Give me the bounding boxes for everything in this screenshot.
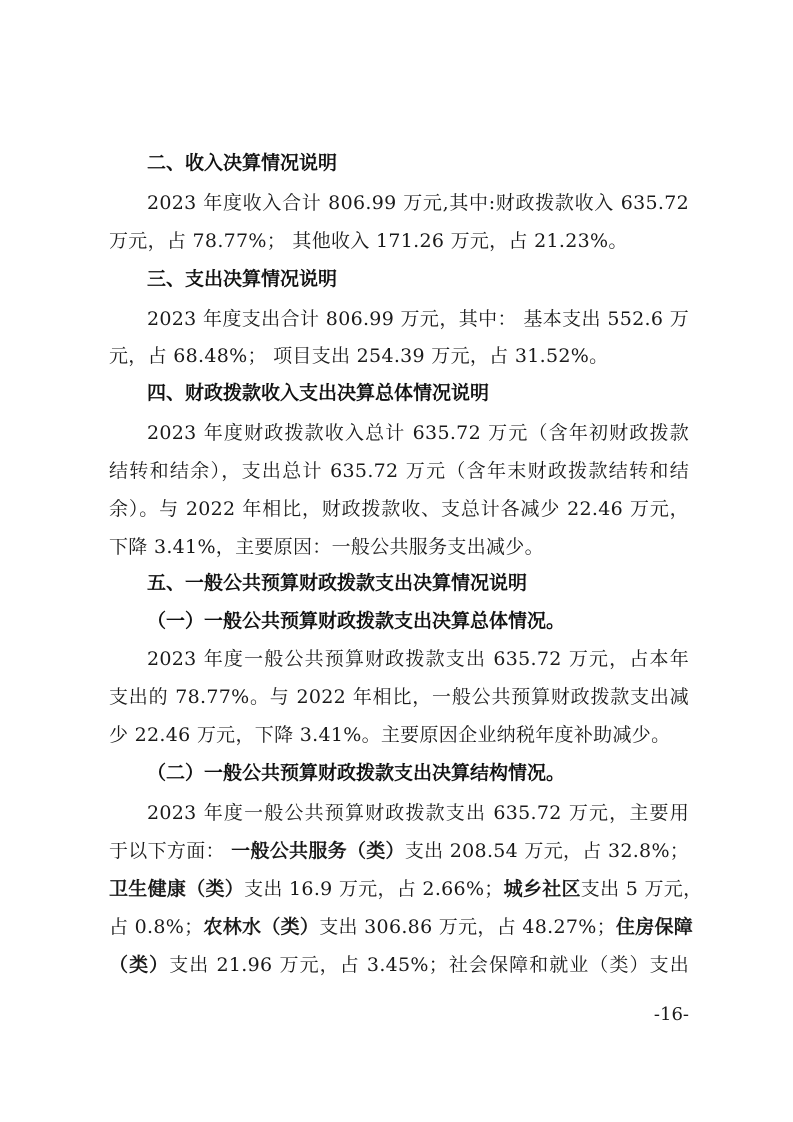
paragraph-line: 2023 年度支出合计 806.99 万元，其中： 基本支出 552.6 万 [147,308,689,330]
paragraph-line [109,872,703,906]
paragraph-line [109,948,689,982]
subsection-heading-overall: （一）一般公共预算财政拨款支出决算总体情况。 [147,610,566,632]
category-general-public-service: 一般公共服务（类） [231,840,405,862]
paragraph-line: 万元，占 78.77%； 其他收入 171.26 万元，占 21.23%。 [109,230,628,252]
text-run: 支出 16.9 万元，占 2.66%； [244,878,504,900]
paragraph-line: 2023 年度收入合计 806.99 万元,其中:财政拨款收入 635.72 [147,192,689,214]
paragraph-line: 2023 年度一般公共预算财政拨款支出 635.72 万元，占本年 [147,648,689,670]
text-run: 于以下方面： [109,840,232,862]
text-run: 支出 208.54 万元，占 32.8%； [404,840,690,862]
page-number: -16- [653,1004,689,1025]
text-run: 支出 306.86 万元，占 48.27%； [319,916,616,938]
paragraph-line: 元，占 68.48%； 项目支出 254.39 万元，占 31.52%。 [109,345,609,367]
category-housing-security-suffix: （类） [109,954,170,976]
category-health: 卫生健康（类） [109,878,245,900]
category-housing-security: 住房保障 [615,916,694,938]
subsection-heading-structure: （二）一般公共预算财政拨款支出决算结构情况。 [147,762,566,784]
text-run: 支出 21.96 万元，占 3.45%；社会保障和就业（类）支出 [169,954,689,976]
section-heading-general-budget: 五、一般公共预算财政拨款支出决算情况说明 [147,572,528,594]
paragraph-line: 支出的 78.77%。与 2022 年相比，一般公共预算财政拨款支出减 [109,686,689,708]
paragraph-line [109,910,694,944]
section-heading-income: 二、收入决算情况说明 [147,152,338,174]
paragraph-line: 2023 年度财政拨款收入总计 635.72 万元（含年初财政拨款 [147,422,689,444]
section-heading-fiscal-total: 四、财政拨款收入支出决算总体情况说明 [147,382,490,404]
paragraph-line [109,834,689,868]
paragraph-line: 余）。与 2022 年相比，财政拨款收、支总计各减少 22.46 万元， [109,498,689,520]
paragraph-line: 下降 3.41%，主要原因：一般公共服务支出减少。 [109,536,544,558]
paragraph-line: 少 22.46 万元，下降 3.41%。主要原因企业纳税年度补助减少。 [109,724,671,746]
text-run: 支出 5 万元， [580,878,703,900]
text-run: 占 0.8%； [109,916,204,938]
category-urban-rural-community: 城乡社区 [503,878,581,900]
paragraph-line: 结转和结余），支出总计 635.72 万元（含年末财政拨款结转和结 [109,460,689,482]
section-heading-expense: 三、支出决算情况说明 [147,268,338,290]
paragraph-line: 2023 年度一般公共预算财政拨款支出 635.72 万元，主要用 [147,802,689,824]
category-agriculture-forestry-water: 农林水（类） [203,916,320,938]
